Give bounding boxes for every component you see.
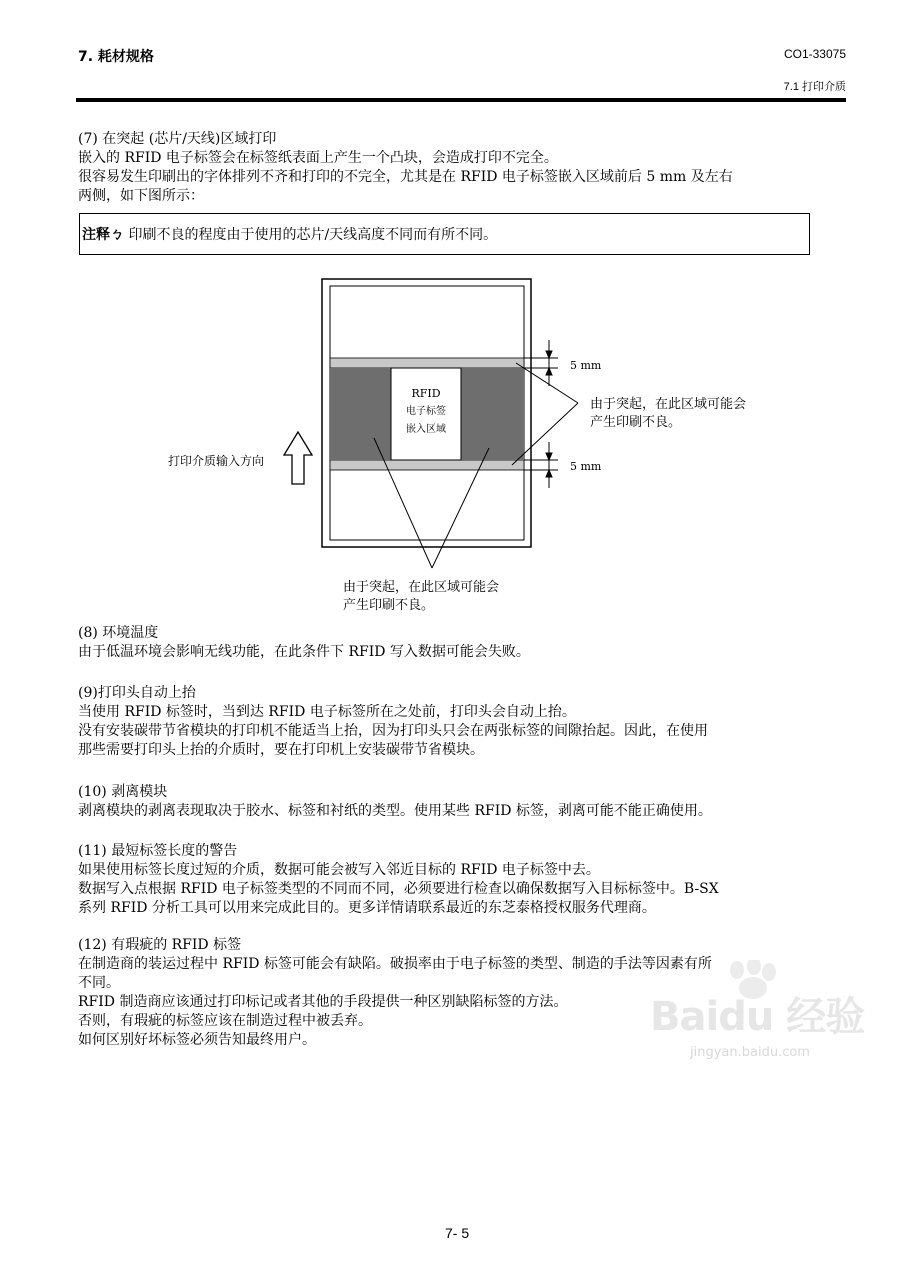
section-11-line-3: 系列 RFID 分析工具可以用来完成此目的。更多详情请联系最近的东芝泰格授权服务代理商。 xyxy=(78,900,656,916)
section-8-title: (8) 环境温度 xyxy=(78,625,159,641)
section-8 xyxy=(78,624,844,662)
section-10-line-1: 剥离模块的剥离表现取决于胶水、标签和衬纸的类型。使用某些 RFID 标签，剥离可能不能正确使用。 xyxy=(78,803,712,819)
section-7-line-3: 两侧，如下图所示： xyxy=(78,188,204,204)
chapter-title: 7. 耗材规格 xyxy=(78,49,154,65)
section-7-title: (7) 在突起 (芯片/天线)区域打印 xyxy=(78,131,277,147)
section-12-title: (12) 有瑕疵的 RFID 标签 xyxy=(78,937,242,953)
note-text: 印刷不良的程度由于使用的芯片/天线高度不同而有所不同。 xyxy=(128,227,498,243)
section-7-line-1: 嵌入的 RFID 电子标签会在标签纸表面上产生一个凸块，会造成打印不完全。 xyxy=(78,150,558,166)
section-10 xyxy=(78,783,844,821)
section-10-title: (10) 剥离模块 xyxy=(78,784,168,800)
callout-right-line-2: 产生印刷不良。 xyxy=(590,415,682,430)
section-11-title: (11) 最短标签长度的警告 xyxy=(78,843,238,859)
section-9-line-2: 没有安装碳带节省模块的打印机不能适当上抬，因为打印头只会在两张标签的间隙抬起。因此，在使用 xyxy=(78,723,708,739)
callout-bottom-line-2: 产生印刷不良。 xyxy=(343,598,435,613)
dimension-top-label: 5 mm xyxy=(570,359,602,372)
section-12-line-1: 在制造商的装运过程中 RFID 标签可能会有缺陷。破损率由于电子标签的类型、制造的手法等因素有所 xyxy=(78,956,712,972)
embed-line-1: 电子标签 xyxy=(406,406,446,417)
section-12-line-3: RFID 制造商应该通过打印标记或者其他的手段提供一种区别缺陷标签的方法。 xyxy=(78,994,568,1010)
callout-right-line-top xyxy=(516,363,578,403)
side-zone-left xyxy=(330,368,391,460)
callout-right-line-1: 由于突起，在此区域可能会 xyxy=(590,397,747,412)
section-9-line-3: 那些需要打印头上抬的介质时，要在打印机上安装碳带节省模块。 xyxy=(78,742,484,758)
embed-line-2: 嵌入区域 xyxy=(406,424,446,435)
feed-direction-label: 打印介质输入方向 xyxy=(168,454,265,468)
dimension-bottom-label: 5 mm xyxy=(570,460,602,473)
note-mark-icon: ㄅ xyxy=(110,227,124,243)
section-11-line-2: 数据写入点根据 RFID 电子标签类型的不同而不同，必须要进行检查以确保数据写入目标标签中。B-SX xyxy=(78,881,719,897)
watermark-url: jingyan.baidu.com xyxy=(690,1045,810,1060)
margin-band-top xyxy=(330,358,524,368)
document-number: CO1-33075 xyxy=(783,47,846,61)
section-9 xyxy=(78,684,844,760)
section-title: 7.1 打印介质 xyxy=(783,81,846,93)
section-9-title: (9)打印头自动上抬 xyxy=(78,685,196,701)
callout-bottom-line-1: 由于突起，在此区域可能会 xyxy=(343,580,500,595)
section-12-line-5: 如何区别好坏标签必须告知最终用户。 xyxy=(78,1032,316,1048)
feed-direction-arrow-icon xyxy=(284,432,312,484)
watermark-brand: Baidu 经验 xyxy=(650,994,865,1040)
section-12-line-4: 否则，有瑕疵的标签应该在制造过程中被丢弃。 xyxy=(78,1013,372,1029)
section-12-line-2: 不同。 xyxy=(78,975,120,991)
section-7-line-2: 很容易发生印刷出的字体排列不齐和打印的不完全，尤其是在 RFID 电子标签嵌入区域前后 5 mm 及左右 xyxy=(78,169,733,185)
section-11-line-1: 如果使用标签长度过短的介质，数据可能会被写入邻近目标的 RFID 电子标签中去。 xyxy=(78,862,600,878)
section-9-line-1: 当使用 RFID 标签时，当到达 RFID 电子标签所在之处前，打印头会自动上抬。 xyxy=(78,704,576,720)
section-8-line-1: 由于低温环境会影响无线功能，在此条件下 RFID 写入数据可能会失败。 xyxy=(78,644,530,660)
section-11 xyxy=(78,842,844,918)
side-zone-right xyxy=(461,368,524,460)
margin-band-bottom xyxy=(330,460,524,470)
note-label: 注释 xyxy=(82,227,110,243)
page-number: 7- 5 xyxy=(445,1225,470,1241)
rfid-label: RFID xyxy=(411,387,441,400)
